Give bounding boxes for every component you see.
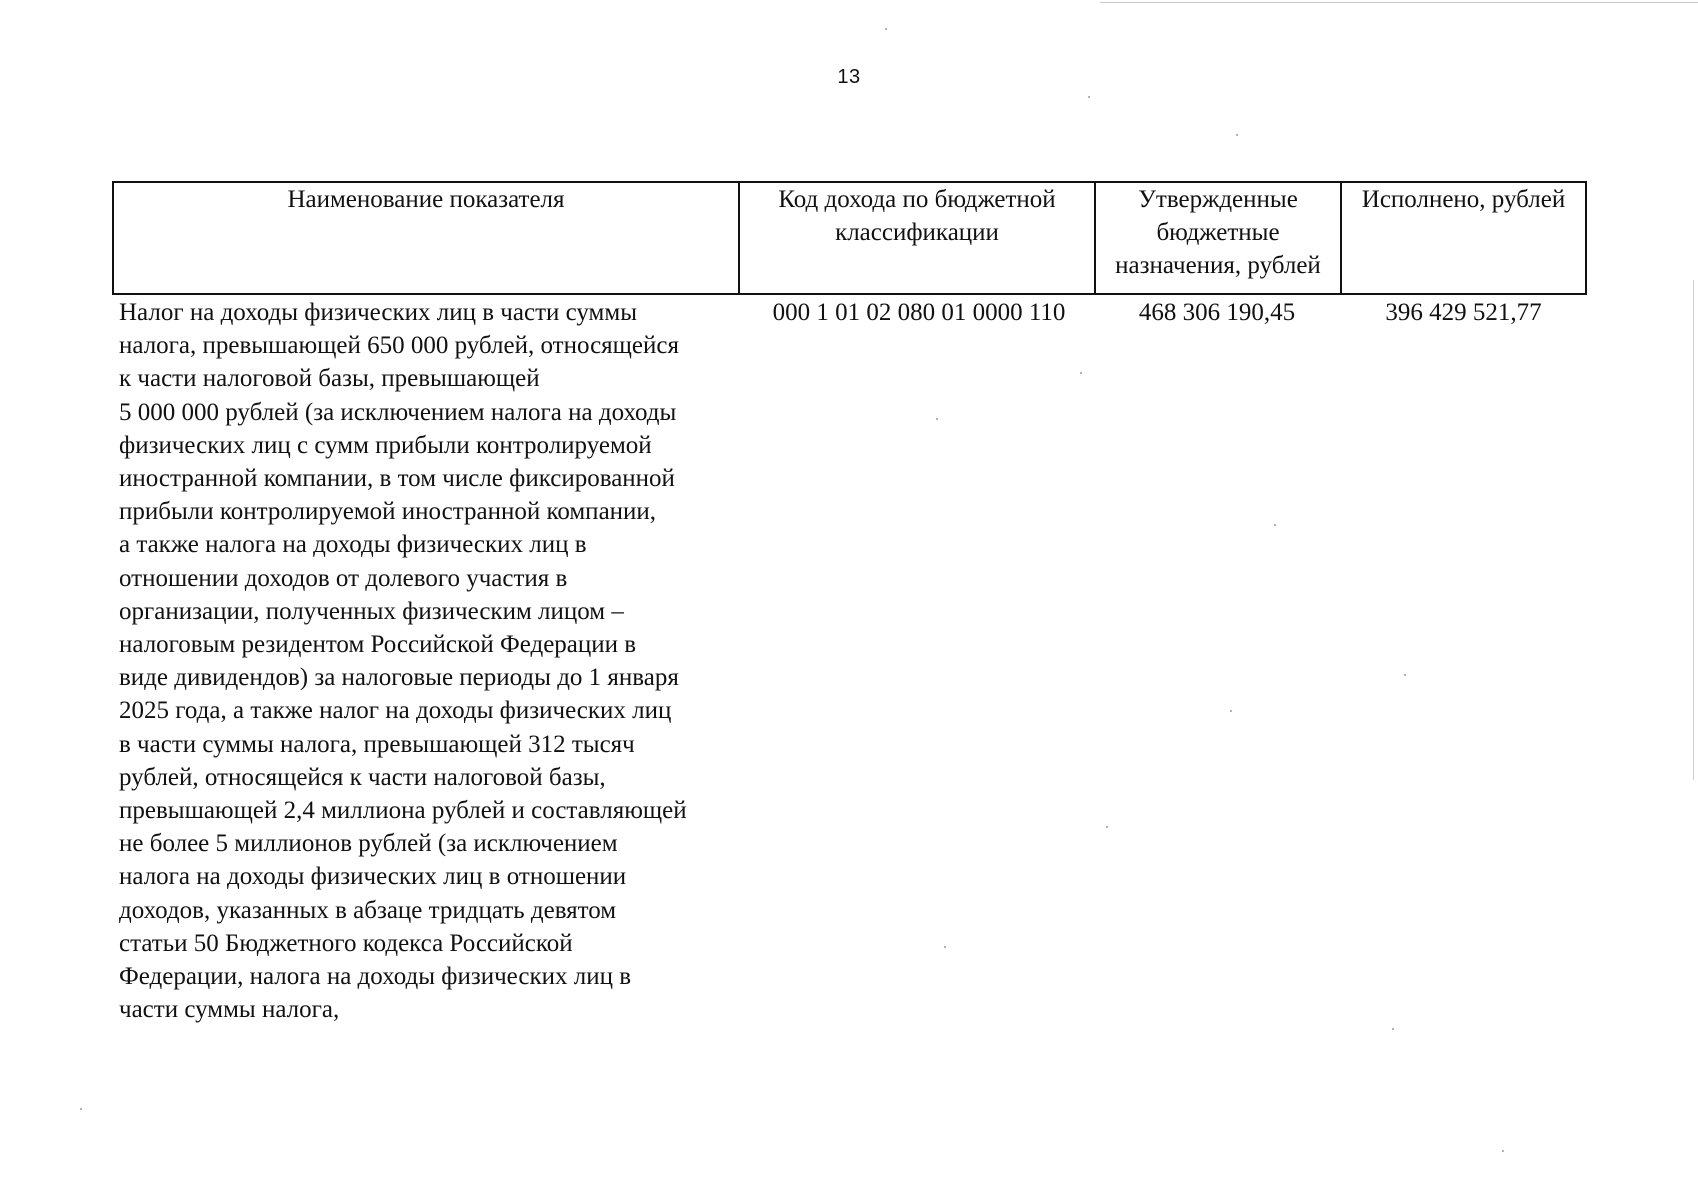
indicator-text-line: превышающей 2,4 миллиона рублей и составляющей [119,797,687,825]
header-text-line: назначения, рублей [1115,252,1321,279]
scan-speck [885,28,887,30]
header-text-line: бюджетные [1156,219,1280,246]
indicator-text-line: виде дивидендов) за налоговые периоды до 1 января [119,664,679,692]
indicator-text-line: организации, полученных физическим лицом – [119,597,624,625]
header-revenue-code [740,183,1096,293]
indicator-name-cell [112,296,738,1026]
indicator-text-line: 5 000 000 рублей (за исключением налога на доходы [119,398,677,426]
indicator-text-line: Федерации, налога на доходы физических лиц в [119,963,632,991]
indicator-text-line: прибыли контролируемой иностранной компании, [119,498,657,526]
indicator-text-line: иностранной компании, в том числе фиксированной [119,465,675,493]
indicator-text-line: к части налоговой базы, превышающей [119,365,540,393]
indicator-text-line: рублей, относящейся к части налоговой базы, [119,763,606,791]
indicator-text-line: налога на доходы физических лиц в отношении [119,863,627,891]
scan-edge-line [1100,2,1698,3]
header-text-line: Код дохода по бюджетной [778,186,1056,213]
scan-speck [1502,1150,1504,1152]
scan-edge-line [1693,280,1694,780]
header-text-line: Утвержденные [1138,186,1298,213]
indicator-text-line: отношении доходов от долевого участия в [119,564,568,592]
header-approved-budget [1096,183,1342,293]
scan-speck [80,1108,82,1110]
indicator-text-line: Налог на доходы физических лиц в части суммы [119,299,637,326]
table-row [112,296,1587,1026]
scan-speck [1088,96,1090,98]
indicator-text-line: доходов, указанных в абзаце тридцать девятом [119,896,617,924]
header-text-line: классификации [835,219,999,246]
header-indicator-name [114,183,740,293]
indicator-text-line: 2025 года, а также налог на доходы физических лиц [119,697,672,725]
page-number: 13 [837,66,861,88]
indicator-text-line: в части суммы налога, превышающей 312 тысяч [119,730,635,758]
indicator-text-line: не более 5 миллионов рублей (за исключением [119,830,618,858]
indicator-text-line: части суммы налога, [119,996,340,1024]
header-text-line: Исполнено, рублей [1361,186,1566,213]
header-executed [1342,183,1585,293]
executed-amount-cell: 396 429 521,77 [1385,299,1542,326]
scan-speck [1392,1028,1394,1030]
indicator-text-line: статьи 50 Бюджетного кодекса Российской [119,929,573,957]
indicator-text-line: налога, превышающей 650 000 рублей, относящейся [119,332,679,360]
header-text-line: Наименование показателя [287,186,565,213]
scan-speck [1236,134,1238,136]
indicator-text-line: а также налога на доходы физических лиц в [119,531,587,559]
approved-amount-cell: 468 306 190,45 [1138,299,1296,326]
revenue-code-cell: 000 1 01 02 080 01 0000 110 [772,299,1066,326]
indicator-text-line: налоговым резидентом Российской Федерации в [119,631,637,659]
indicator-text-line: физических лиц с сумм прибыли контролируемой [119,431,652,459]
table-header [112,181,1587,295]
